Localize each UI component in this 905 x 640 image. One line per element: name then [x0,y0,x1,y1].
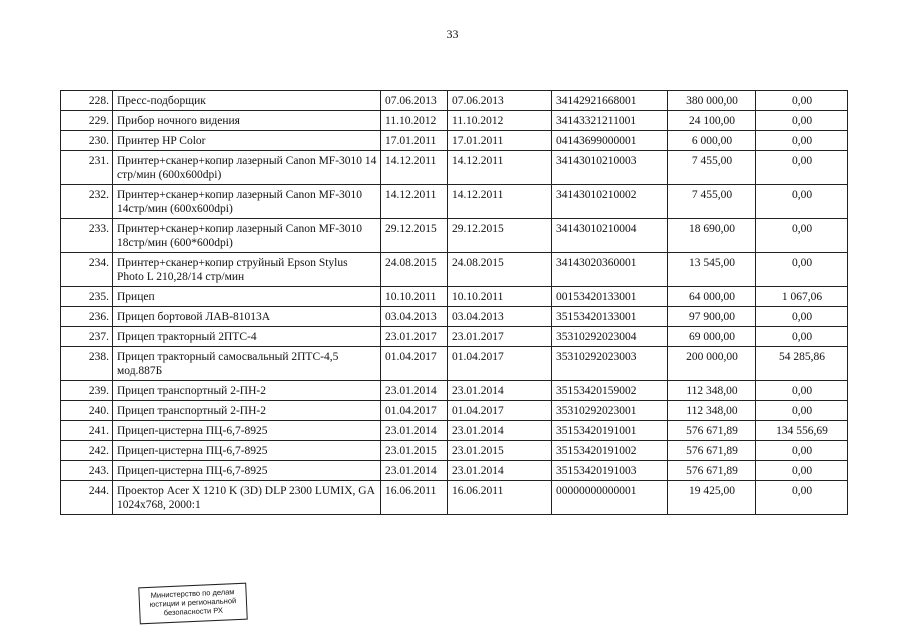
inventory-code: 35153420191003 [552,461,668,481]
acquisition-date: 11.10.2012 [381,111,448,131]
item-name: Прибор ночного видения [113,111,381,131]
acquisition-date: 17.01.2011 [381,131,448,151]
book-value: 6 000,00 [668,131,756,151]
row-number: 240. [61,401,113,421]
table-row [61,287,848,307]
residual-value: 0,00 [756,307,848,327]
book-value: 576 671,89 [668,421,756,441]
acquisition-date: 10.10.2011 [381,287,448,307]
row-number: 237. [61,327,113,347]
residual-value: 0,00 [756,111,848,131]
inventory-code: 00153420133001 [552,287,668,307]
residual-value: 0,00 [756,461,848,481]
table-row [61,421,848,441]
residual-value: 0,00 [756,185,848,219]
book-value: 69 000,00 [668,327,756,347]
book-value: 7 455,00 [668,185,756,219]
book-value: 13 545,00 [668,253,756,287]
inventory-code: 00000000000001 [552,481,668,515]
registration-date: 07.06.2013 [448,91,552,111]
inventory-code: 04143699000001 [552,131,668,151]
book-value: 24 100,00 [668,111,756,131]
item-name: Прицеп тракторный самосвальный 2ПТС-4,5 мод.887Б [113,347,381,381]
residual-value: 1 067,06 [756,287,848,307]
residual-value: 0,00 [756,401,848,421]
table-row [61,401,848,421]
table-row [61,131,848,151]
acquisition-date: 03.04.2013 [381,307,448,327]
table-row [61,185,848,219]
inventory-code: 35310292023004 [552,327,668,347]
item-name: Принтер+сканер+копир лазерный Canon MF-3010 14стр/мин (600x600dpi) [113,185,381,219]
acquisition-date: 24.08.2015 [381,253,448,287]
acquisition-date: 07.06.2013 [381,91,448,111]
inventory-code: 34142921668001 [552,91,668,111]
row-number: 234. [61,253,113,287]
book-value: 19 425,00 [668,481,756,515]
registration-date: 23.01.2014 [448,381,552,401]
registration-date: 01.04.2017 [448,347,552,381]
inventory-code: 34143321211001 [552,111,668,131]
row-number: 242. [61,441,113,461]
item-name: Прицеп-цистерна ПЦ-6,7-8925 [113,421,381,441]
item-name: Пресс-подборщик [113,91,381,111]
registration-date: 23.01.2014 [448,461,552,481]
item-name: Прицеп транспортный 2-ПН-2 [113,381,381,401]
table-row [61,481,848,515]
inventory-code: 34143010210002 [552,185,668,219]
book-value: 7 455,00 [668,151,756,185]
table-row [61,461,848,481]
residual-value: 0,00 [756,381,848,401]
book-value: 576 671,89 [668,441,756,461]
row-number: 232. [61,185,113,219]
registration-date: 24.08.2015 [448,253,552,287]
book-value: 112 348,00 [668,401,756,421]
inventory-code: 34143010210004 [552,219,668,253]
acquisition-date: 01.04.2017 [381,401,448,421]
row-number: 231. [61,151,113,185]
inventory-code: 35153420191001 [552,421,668,441]
inventory-code: 34143020360001 [552,253,668,287]
registration-date: 23.01.2015 [448,441,552,461]
residual-value: 0,00 [756,91,848,111]
residual-value: 134 556,69 [756,421,848,441]
residual-value: 54 285,86 [756,347,848,381]
row-number: 228. [61,91,113,111]
ministry-stamp [138,583,248,625]
residual-value: 0,00 [756,219,848,253]
acquisition-date: 01.04.2017 [381,347,448,381]
acquisition-date: 23.01.2015 [381,441,448,461]
table-row [61,219,848,253]
residual-value: 0,00 [756,131,848,151]
registration-date: 01.04.2017 [448,401,552,421]
inventory-code: 35310292023003 [552,347,668,381]
inventory-code: 35153420133001 [552,307,668,327]
registration-date: 10.10.2011 [448,287,552,307]
acquisition-date: 23.01.2014 [381,421,448,441]
row-number: 229. [61,111,113,131]
item-name: Прицеп-цистерна ПЦ-6,7-8925 [113,461,381,481]
registration-date: 03.04.2013 [448,307,552,327]
registration-date: 23.01.2014 [448,421,552,441]
residual-value: 0,00 [756,441,848,461]
residual-value: 0,00 [756,151,848,185]
registration-date: 23.01.2017 [448,327,552,347]
acquisition-date: 14.12.2011 [381,151,448,185]
stamp-line: Министерство по делам [150,587,235,600]
registration-date: 17.01.2011 [448,131,552,151]
book-value: 200 000,00 [668,347,756,381]
registration-date: 16.06.2011 [448,481,552,515]
acquisition-date: 23.01.2014 [381,461,448,481]
item-name: Принтер HP Color [113,131,381,151]
item-name: Прицеп тракторный 2ПТС-4 [113,327,381,347]
item-name: Принтер+сканер+копир лазерный Canon MF-3010 14 стр/мин (600x600dpi) [113,151,381,185]
item-name: Принтер+сканер+копир струйный Epson Stylus Photo L 210,28/14 стр/мин [113,253,381,287]
book-value: 112 348,00 [668,381,756,401]
row-number: 235. [61,287,113,307]
table-row [61,327,848,347]
item-name: Прицеп бортовой ЛАВ-81013А [113,307,381,327]
stamp-line: юстиции и региональной [149,596,237,609]
book-value: 64 000,00 [668,287,756,307]
inventory-code: 34143010210003 [552,151,668,185]
acquisition-date: 23.01.2014 [381,381,448,401]
book-value: 97 900,00 [668,307,756,327]
row-number: 241. [61,421,113,441]
residual-value: 0,00 [756,253,848,287]
table-row [61,441,848,461]
book-value: 380 000,00 [668,91,756,111]
inventory-table [60,90,848,515]
row-number: 238. [61,347,113,381]
row-number: 230. [61,131,113,151]
registration-date: 14.12.2011 [448,185,552,219]
table-row [61,91,848,111]
stamp-line: безопасности РХ [163,605,224,618]
row-number: 243. [61,461,113,481]
item-name: Прицеп [113,287,381,307]
row-number: 236. [61,307,113,327]
acquisition-date: 29.12.2015 [381,219,448,253]
acquisition-date: 16.06.2011 [381,481,448,515]
registration-date: 11.10.2012 [448,111,552,131]
inventory-code: 35153420191002 [552,441,668,461]
item-name: Проектор Acer X 1210 K (3D) DLP 2300 LUMIX, GA 1024x768, 2000:1 [113,481,381,515]
registration-date: 14.12.2011 [448,151,552,185]
table-row [61,151,848,185]
table-row [61,347,848,381]
table-row [61,381,848,401]
inventory-code: 35310292023001 [552,401,668,421]
item-name: Принтер+сканер+копир лазерный Canon MF-3010 18стр/мин (600*600dpi) [113,219,381,253]
item-name: Прицеп транспортный 2-ПН-2 [113,401,381,421]
residual-value: 0,00 [756,481,848,515]
book-value: 576 671,89 [668,461,756,481]
item-name: Прицеп-цистерна ПЦ-6,7-8925 [113,441,381,461]
inventory-code: 35153420159002 [552,381,668,401]
row-number: 239. [61,381,113,401]
page-number: 33 [446,27,459,41]
book-value: 18 690,00 [668,219,756,253]
table-body [61,91,848,515]
acquisition-date: 14.12.2011 [381,185,448,219]
row-number: 244. [61,481,113,515]
table-row [61,111,848,131]
registration-date: 29.12.2015 [448,219,552,253]
row-number: 233. [61,219,113,253]
table-row [61,253,848,287]
acquisition-date: 23.01.2017 [381,327,448,347]
residual-value: 0,00 [756,327,848,347]
table-row [61,307,848,327]
